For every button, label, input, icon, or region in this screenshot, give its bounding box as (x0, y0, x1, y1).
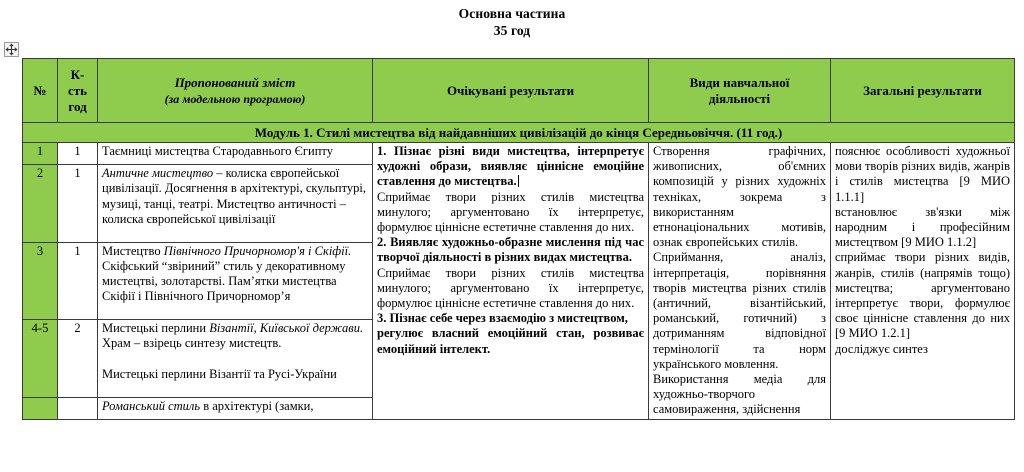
row-number: 1 (23, 143, 58, 165)
expected-result-2-bold: 2. Виявляє художньо-образне мислення під час творчої діяльності в різних видах мистецтва. (377, 235, 644, 265)
activity-paragraph-1: Створення графічних, живописних, об'ємних композицій у різних художніх техніках, зокрема з використанням етнонаціональних мотивів, ознак європейських стилів. (653, 144, 826, 250)
general-results-cell[interactable] (831, 143, 1015, 420)
expected-result-3-bold-line-1: 3. Пізнає себе через взаємодію з мистецтвом, (377, 311, 628, 326)
row-content[interactable] (98, 397, 373, 419)
header-cell-number: № (23, 59, 58, 123)
row-content[interactable] (98, 320, 373, 397)
content-blank-line (102, 352, 368, 367)
header-cell-hours (58, 59, 98, 123)
content-rest: – колиска європейської цивілізації. Досягнення в архітектурі, скульптурі, музиці, танці, театрі. Мистецтво античності – колиска європейської цивілізації (102, 166, 366, 226)
content-italic: Романський стиль (102, 398, 201, 413)
general-paragraph-4: досліджує синтез (835, 341, 928, 356)
content-text: Таємниці мистецтва Стародавнього Єгипту (102, 144, 333, 158)
row-content[interactable] (98, 242, 373, 320)
row-hours (58, 397, 98, 419)
content-post: Скіфський “звіриний” стиль у декоративному мистецтві, золотарстві. Пам’ятки мистецтва Скіфії і Північного Причорномор’я (102, 258, 346, 304)
header-hours-line-1: К- (70, 66, 85, 82)
row-number (23, 397, 58, 419)
header-hours-line-2: сть (67, 82, 88, 98)
expected-results-cell[interactable] (373, 143, 649, 420)
heading-line-1: Основна частина (458, 6, 566, 21)
header-cell-content (98, 59, 373, 123)
content-pre: Мистецтво (102, 243, 164, 258)
heading-line-2: 35 год (493, 23, 531, 38)
module-banner-row (23, 123, 1015, 143)
content-italic-lead: Античне мистецтво (102, 166, 214, 181)
general-paragraph-2: встановлює зв'язки між народним і професійним мистецтвом [9 МИО 1.1.2] (835, 204, 1010, 250)
expected-result-3-bold-line-2: регулює власний емоційний стан, розвиває емоційний інтелект. (377, 326, 644, 356)
header-content-title: Пропонований зміст (174, 74, 296, 90)
general-paragraph-3: сприймає твори різних видів, жанрів, стилів (напрямів тощо) мистецтва; аргументовано інтерпретує твори, формулює своє ціннісне ставлення до них [9 МИО 1.2.1] (835, 250, 1010, 341)
activity-types-cell[interactable] (649, 143, 831, 420)
row-hours: 1 (58, 242, 98, 320)
content-text (102, 166, 368, 227)
content-text-second: Мистецькі перлини Візантії та Русі-України (102, 366, 337, 381)
header-hours-line-3: год (68, 98, 87, 114)
module-banner-label: Модуль 1. Стилі мистецтва від найдавніших цивілізацій до кінця Середньовіччя. (11 год.) (23, 123, 1015, 143)
general-paragraph-1: пояснює особливості художньої мови творів різних видів, жанрів і стилів мистецтва [9 МИО 1.1.1] (835, 144, 1010, 204)
table-header-row (23, 59, 1015, 123)
table-row (23, 143, 1015, 165)
row-content[interactable] (98, 143, 373, 165)
table-move-handle-icon[interactable] (4, 42, 19, 57)
text-caret (518, 175, 519, 187)
header-cell-expected-results: Очікувані результати (373, 59, 649, 123)
expected-result-2-body: Сприймає твори різних стилів мистецтва минулого; аргументовано їх інтерпретує, формулює ціннісне естетичне ставлення до них. (377, 265, 644, 311)
expected-result-1-body: Сприймає твори різних стилів мистецтва минулого; аргументовано їх інтерпретує, формулює ціннісне естетичне ставлення до них. (377, 189, 644, 235)
activity-paragraph-3: Використання медіа для художньо-творчого самовираження, здійснення (653, 372, 826, 417)
header-cell-activity-types (649, 59, 831, 123)
header-activity-line-2: діяльності (708, 90, 771, 106)
header-cell-general-results: Загальні результати (831, 59, 1015, 123)
row-hours: 1 (58, 165, 98, 243)
content-pre: Мистецькі перлини (102, 321, 210, 336)
content-italic: Північного Причорномор'я і Скіфії. (163, 243, 352, 258)
row-number: 2 (23, 165, 58, 243)
content-text (102, 399, 368, 414)
row-number: 3 (23, 242, 58, 320)
content-text (102, 244, 368, 305)
expected-result-1-bold: 1. Пізнає різні види мистецтва, інтерпретує художні образи, виявляє ціннісне емоційне ставлення до мистецтва. (377, 144, 644, 189)
header-content-subtitle: (за модельною програмою) (164, 91, 306, 106)
curriculum-table (22, 58, 1015, 420)
row-number: 4-5 (23, 320, 58, 397)
content-text (102, 321, 368, 351)
row-hours: 1 (58, 143, 98, 165)
activity-paragraph-2: Сприймання, аналіз, інтерпретація, порівняння творів мистецтва різних стилів (античний, візантійський, романський, готичний) з дотриманням відповідної термінології та норм українського мовлення. (653, 250, 826, 371)
header-activity-line-1: Види навчальної (689, 74, 790, 90)
row-content[interactable] (98, 165, 373, 243)
curriculum-table-wrapper (22, 58, 1014, 420)
document-heading (0, 0, 1024, 39)
row-hours: 2 (58, 320, 98, 397)
content-post: в архітектурі (замки, (200, 398, 314, 413)
content-post: Храм – взірець синтезу мистецтв. (102, 336, 282, 351)
content-italic: Візантії, Київської держави. (209, 321, 364, 336)
